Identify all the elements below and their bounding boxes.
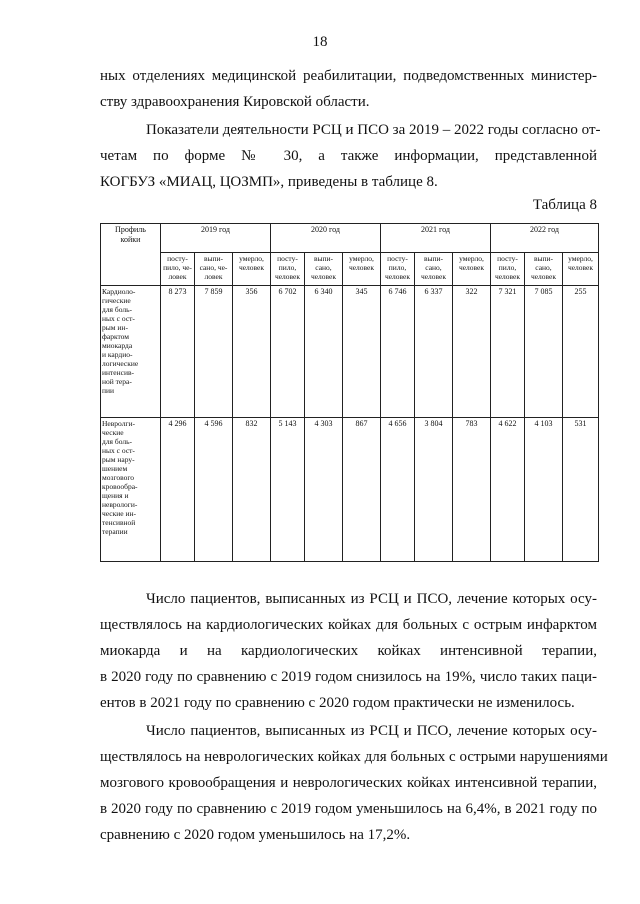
profile-label-line: Кардиоло- <box>102 287 136 296</box>
column-subheader <box>381 253 415 286</box>
text-line: миокарда и на кардиологических койках интенсивной терапии, <box>100 643 597 659</box>
profile-label-line: щения и <box>102 491 129 500</box>
column-subheader <box>195 253 233 286</box>
text-line: сравнению с 2020 годом уменьшилось на 17,2%. <box>100 827 411 843</box>
profile-label-line: гические <box>102 296 131 305</box>
profile-label-line: ной тера- <box>102 377 132 386</box>
subheader-line: человек <box>310 272 337 281</box>
subheader-line: умерло, <box>459 254 484 263</box>
text-line: мозгового кровообращения и неврологических койках интенсивной терапии, <box>100 775 597 791</box>
table-cell: 4 622 <box>491 418 525 562</box>
subheader-line: посту- <box>387 254 408 263</box>
profile-label-line: ных с ост- <box>102 314 135 323</box>
text-line: Число пациентов, выписанных из РСЦ и ПСО, лечение которых осу- <box>146 723 597 739</box>
column-subheader <box>343 253 381 286</box>
cardio-paragraph <box>100 586 597 716</box>
subheader-line: умерло, <box>349 254 374 263</box>
column-subheader <box>453 253 491 286</box>
profile-label-line: Невролги- <box>102 419 136 428</box>
table-cell: 6 702 <box>271 286 305 418</box>
profile-label-line: ных с ост- <box>102 446 135 455</box>
table-cell: 4 596 <box>195 418 233 562</box>
profile-label-line: мозгового <box>102 473 134 482</box>
subheader-line: сано, <box>535 263 552 272</box>
table-cell: 8 273 <box>161 286 195 418</box>
table-cell: 6 340 <box>305 286 343 418</box>
table-cell: 345 <box>343 286 381 418</box>
text-line: ных отделениях медицинской реабилитации, подведомственных министер- <box>100 68 597 84</box>
table-cell: 867 <box>343 418 381 562</box>
subheader-line: умерло, <box>568 254 593 263</box>
subheader-line: выпи- <box>203 254 224 263</box>
table-caption: Таблица 8 <box>532 197 597 213</box>
subheader-line: пило, че- <box>163 263 192 272</box>
profile-label-line: рым ин- <box>102 323 128 332</box>
bed-profile-label <box>101 286 161 418</box>
subheader-line: человек <box>384 272 411 281</box>
subheader-line: человек <box>274 272 301 281</box>
table-intro-paragraph <box>100 117 601 195</box>
profile-label-line: интенсив- <box>102 368 135 377</box>
text-line: ству здравоохранения Кировской области. <box>100 94 370 110</box>
subheader-line: человек <box>348 263 375 272</box>
text-line: в 2020 году по сравнению с 2019 годом уменьшилось на 6,4%, в 2021 году по <box>100 801 597 817</box>
subheader-line: человек <box>530 272 557 281</box>
profile-label-line: ческие <box>102 428 124 437</box>
subheader-line: ловек <box>204 272 223 281</box>
subheader-line: сано, че- <box>199 263 228 272</box>
profile-header-line: койки <box>120 235 141 244</box>
profile-label-line: шением <box>102 464 128 473</box>
column-subheader <box>525 253 563 286</box>
profile-label-line: неврологи- <box>102 500 138 509</box>
table-cell: 4 296 <box>161 418 195 562</box>
column-subheader <box>233 253 271 286</box>
table-cell: 356 <box>233 286 271 418</box>
subheader-line: пило, <box>388 263 407 272</box>
bed-activity-table <box>100 223 599 562</box>
subheader-line: человек <box>458 263 485 272</box>
year-header: 2022 год <box>491 224 599 253</box>
profile-label-line: для боль- <box>102 305 133 314</box>
table-cell: 3 804 <box>415 418 453 562</box>
column-subheader <box>563 253 599 286</box>
table-cell: 322 <box>453 286 491 418</box>
subheader-line: выпи- <box>313 254 334 263</box>
intro-paragraph <box>100 63 597 115</box>
text-line: ществлялось на кардиологических койках для больных с острым инфарктом <box>100 617 597 633</box>
subheader-line: человек <box>494 272 521 281</box>
subheader-line: пило, <box>278 263 297 272</box>
text-line: Число пациентов, выписанных из РСЦ и ПСО, лечение которых осу- <box>146 591 597 607</box>
table-row <box>101 286 599 418</box>
bed-profile-label <box>101 418 161 562</box>
subheader-line: выпи- <box>533 254 554 263</box>
subheader-line: посту- <box>167 254 188 263</box>
table-cell: 4 103 <box>525 418 563 562</box>
text-line: ществлялось на неврологических койках для больных с острыми нарушениями <box>100 749 608 765</box>
table-cell: 7 085 <box>525 286 563 418</box>
subheader-line: сано, <box>315 263 332 272</box>
profile-label-line: логические <box>102 359 139 368</box>
subheader-line: посту- <box>277 254 298 263</box>
text-line: в 2020 году по сравнению с 2019 годом снизилось на 19%, число таких паци- <box>100 669 597 685</box>
column-subheader <box>305 253 343 286</box>
table-cell: 7 859 <box>195 286 233 418</box>
year-header: 2021 год <box>381 224 491 253</box>
table-cell: 531 <box>563 418 599 562</box>
profile-label-line: пии <box>102 386 115 395</box>
table-cell: 5 143 <box>271 418 305 562</box>
text-line: КОГБУЗ «МИАЦ, ЦОЗМП», приведены в таблице 8. <box>100 174 438 190</box>
subheader-line: умерло, <box>239 254 264 263</box>
text-line: Показатели деятельности РСЦ и ПСО за 2019 – 2022 годы согласно от- <box>146 122 601 138</box>
table-cell: 832 <box>233 418 271 562</box>
year-header: 2020 год <box>271 224 381 253</box>
profile-label-line: для боль- <box>102 437 133 446</box>
subheader-line: сано, <box>425 263 442 272</box>
year-header: 2019 год <box>161 224 271 253</box>
table-cell: 255 <box>563 286 599 418</box>
subheader-line: ловек <box>168 272 187 281</box>
profile-label-line: миокарда <box>102 341 133 350</box>
subheader-line: человек <box>420 272 447 281</box>
subheader-line: выпи- <box>423 254 444 263</box>
column-subheader <box>491 253 525 286</box>
table-cell: 6 337 <box>415 286 453 418</box>
profile-label-line: ческие ин- <box>102 509 137 518</box>
table-cell: 783 <box>453 418 491 562</box>
column-subheader <box>271 253 305 286</box>
subheader-line: человек <box>567 263 594 272</box>
profile-label-line: терапии <box>102 527 128 536</box>
text-line: ентов в 2021 году по сравнению с 2020 годом практически не изменилось. <box>100 695 575 711</box>
subheader-line: пило, <box>498 263 517 272</box>
profile-header-line: Профиль <box>115 225 146 234</box>
profile-label-line: тенсивной <box>102 518 136 527</box>
profile-label-line: рым нару- <box>102 455 135 464</box>
profile-header <box>101 224 161 286</box>
profile-label-line: кровообра- <box>102 482 138 491</box>
subheader-line: посту- <box>497 254 518 263</box>
text-line: четам по форме № 30, а также информации, представленной <box>100 148 597 164</box>
table-cell: 4 303 <box>305 418 343 562</box>
column-subheader <box>415 253 453 286</box>
table-cell: 6 746 <box>381 286 415 418</box>
table-cell: 4 656 <box>381 418 415 562</box>
profile-label-line: и кардио- <box>102 350 133 359</box>
table-row <box>101 418 599 562</box>
neuro-paragraph <box>100 718 608 848</box>
column-subheader <box>161 253 195 286</box>
profile-label-line: фарктом <box>102 332 130 341</box>
page-number: 18 <box>312 34 328 50</box>
table-cell: 7 321 <box>491 286 525 418</box>
subheader-line: человек <box>238 263 265 272</box>
